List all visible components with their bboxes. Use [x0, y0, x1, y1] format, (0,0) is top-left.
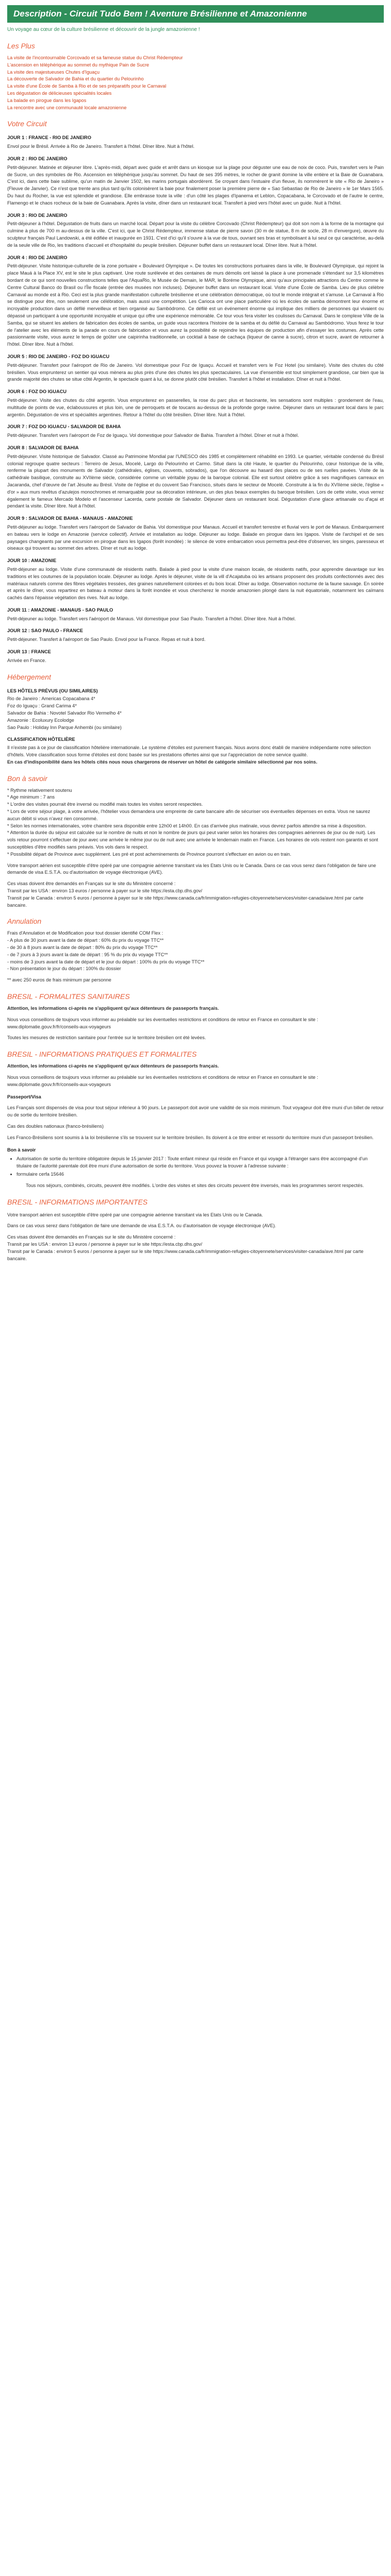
minor-note: Tous nos séjours, combinés, circuits, peuvent être modifiés. L'ordre des visites et sites des circuits peuvent être inversés, mais les programmes seront respectés.: [26, 1182, 364, 1188]
list-item: La visite de l'incontournable Corcovado et sa fameuse statue du Christ Rédempteur: [7, 55, 183, 61]
list-item: - Non présentation le jour du départ : 100% du dossier: [7, 966, 121, 972]
day-title: JOUR 12 : SAO PAULO - FRANCE: [7, 628, 83, 634]
day-title: JOUR 6 : FOZ DO IGUACU: [7, 389, 67, 395]
day-title: JOUR 7 : FOZ DO IGUACU - SALVADOR DE BAHIA: [7, 424, 121, 430]
esta-text: Ces visas doivent être demandés en Français sur le site du Ministère concerné :: [7, 881, 176, 887]
list-item: * L'ordre des visites pourrait être inversé ou modifié mais toutes les visites seront respectées.: [7, 802, 203, 807]
cancellation-intro: Frais d'Annulation et de Modification pour tout dossier identifié COM Flex :: [7, 930, 164, 936]
hotels-subtitle: LES HÔTELS PRÉVUS (OU SIMILAIRES): [7, 688, 98, 693]
day-text: Arrivée en France.: [7, 657, 46, 663]
list-item: * Age minimum : 7 ans: [7, 794, 55, 800]
day-title: JOUR 9 : SALVADOR DE BAHIA - MANAUS - AMAZONIE: [7, 516, 133, 521]
esta-links: [7, 888, 384, 909]
day-text: Petit-déjeuner au lodge. Transfert vers l'aéroport de Salvador de Bahia. Vol domestique pour Manaus. Accueil et transfert terrestre et fluvial vers le port de Manaus. Embarquement en bateau vers le lodge en Amazonie (service collectif). Arrivée et installation au lodge. Déjeuner au lodge. Balade en pirogue dans les Igapos. Visite de l'archipel et de ses paysages changeants par une excursion en pirogue dans les Igapos (forêt inondée) : le silence de votre embarcation vous permettra peut-être d'observer, les singes, paresseux et oiseaux qui trouvent au sommet des arbres. Dîner et nuit au lodge.: [7, 524, 384, 551]
day-text: Petit-déjeuner au lodge. Transfert vers l'aéroport de Manaus. Vol domestique pour Sao Paulo. Transfert à l'hôtel. Dîner libre. Nuit à l'hôtel.: [7, 616, 296, 621]
cancellation-heading: Annulation: [7, 917, 42, 926]
practical-warning: Attention, les informations ci-après ne s'appliquent qu'aux détenteurs de passeports français.: [7, 1063, 219, 1069]
page-content: [0, 0, 391, 1273]
list-item: Salvador de Bahia : Novotel Salvador Rio Vermelho 4*: [7, 710, 122, 716]
passport-text-2: Cas des doubles nationaux (franco-brésiliens): [7, 1123, 104, 1129]
health-text-1: Nous vous conseillons de toujours vous informer au préalable sur les éventuelles restrictions et conditions de retour en France en consultant le site : www.diplomatie.gouv.fr/fr/conseils-aux-voyageurs: [7, 1016, 318, 1029]
day-title: JOUR 13 : FRANCE: [7, 649, 51, 655]
transfer-text: Votre transport aérien est susceptible d'être opéré par une compagnie aérienne transitant via les Etats Unis ou le Canada. Dans ce cas vous serez dans l'obligation de faire une demande de visa E.S.T.A. ou d'autorisation de voyage électronique (AVE).: [7, 862, 376, 875]
list-item: - moins de 3 jours avant la date de départ et le jour du départ : 100% du prix du voyage TTC**: [7, 959, 205, 964]
good-to-know-list: [7, 787, 384, 858]
day-text: Petit-déjeuner. Transfert pour l'aéroport de Rio de Janeiro. Vol domestique pour Foz de Iguaçu. Accueil et transfert vers le Foz Hotel (ou similaire). Visite des chutes du côté brésilien. Vous emprunterez un sentier qui vous mènera au plus près d'une des chutes les plus spectaculaires. La vue d'ensemble est tout simplement grandiose, car bien que la grande majorité des chutes se situe côté Argentin, le spectacle quant à lui, se donne plutôt côté brésilien. Transfert à l'hôtel et installation. Dîner et nuit à l'hôtel.: [7, 362, 384, 382]
day-title: JOUR 8 : SALVADOR DE BAHIA: [7, 445, 79, 450]
accommodation-heading: Hébergement: [7, 672, 51, 681]
passport-title: Passeport/Visa: [7, 1094, 41, 1099]
day-text: Petit-déjeuner. Transfert à l'aéroport de Sao Paulo. Envol pour la France. Repas et nuit à bord.: [7, 637, 206, 642]
list-item: La rencontre avec une communauté locale amazonienne: [7, 105, 127, 110]
highlights-list: [7, 55, 384, 111]
practical-text-1: Nous vous conseillons de toujours vous informer au préalable sur les éventuelles restrictions et conditions de retour en France en consultant le site : www.diplomatie.gouv.fr/fr/conseils-aux-voyageurs: [7, 1074, 318, 1087]
list-item: L'ascension en téléphérique au sommet du mythique Pain de Sucre: [7, 62, 149, 67]
list-item: • formulaire cerfa 15646: [17, 1171, 384, 1178]
list-item: La visite d'une École de Samba à Rio et de ses préparatifs pour le Carnaval: [7, 83, 167, 89]
day-text: Petit-déjeuner. Visite historique de Salvador. Classé au Patrimoine Mondial par l'UNESCO dès 1985 et complètement réhabilité en 1993. Le quartier, véritable condensé du Brésil colonial regroupe quatre secteurs : Terreiro de Jesus, Mocelé, Largo do Pelourinho et Carmo. Situé dans la cité Haute, le quartier du Pelourinho, cœur historique de la ville, renferme la plupart des monuments de Salvador (cathédrales, églises, couvents, sobrados), que l'on découvre au hasard des places ou de ses ruelles pavées. Visite de la cathédrale basilique, construite au XVIIème siècle, considérée comme un véritable joyau de la baroque colonial. Elle est surtout célèbre grâce à ses magnifiques carreaux en Jacaranda, chef d'œuvre de l'art Jésuite au Brésil. Visite de l'église et du couvent Sao Francisco, situés dans le secteur de Mocelé. Construite à la fin du XVIIème siècle, l'église « d'or » aux murs revêtus d'azulejos monochromes et remarquable pour sa décoration intérieure, un des plus beaux exemples du baroque brésilien. Lors de cette visite, vous verrez également le fameux Mercado Modelo et l'ascenseur Lacerda, carte postale de Salvador. Déjeuner dans un restaurant local. Dégustation d'une glace artisanale ou d'açai et pendant la visite. Dîner libre. Nuit à l'hôtel.: [7, 453, 384, 509]
day-title: JOUR 2 : RIO DE JANEIRO: [7, 156, 68, 162]
list-item: - de 7 jours à 3 jours avant la date de départ : 95 % du prix du voyage TTC**: [7, 952, 168, 957]
hotels-list: [7, 696, 384, 731]
list-item: Rio de Janeiro : Americas Copacabana 4*: [7, 696, 95, 702]
itinerary-days: [7, 134, 384, 664]
page-intro: Un voyage au cœur de la culture brésilienne et découvrir de la jungle amazonienne !: [7, 27, 200, 33]
list-item: * Possibilité départ de Province avec supplément. Les pré et post acheminements de Province pourront s'effectuer en avion ou en train.: [7, 851, 291, 857]
health-text-2: Toutes les mesures de restriction sanitaire pour l'entrée sur le territoire brésilien ont été levées.: [7, 1035, 206, 1041]
list-item: • Autorisation de sortie du territoire obligatoire depuis le 15 janvier 2017 : Toute enfant mineur qui réside en France et qui voyage à l'étranger sans être accompagné d'un titulaire de l'autorité parentale doit être muni d'une autorisation de sortie du territoire. Vous pouvez la trouver à l'adresse suivante :: [17, 1156, 384, 1170]
passport-text-1: Les Français sont dispensés de visa pour tout séjour inférieur à 90 jours. Le passeport doit avoir une validité de six mois minimum. Tout voyageur doit être muni d'un billet de retour ou de sortie du territoire brésilien.: [7, 1105, 384, 1118]
minor-title: Bon à savoir: [7, 1147, 36, 1153]
list-item: La visite des majestueuses Chutes d'Iguaçu: [7, 69, 100, 75]
health-warning: Attention, les informations ci-après ne s'appliquent qu'aux détenteurs de passeports français.: [7, 1005, 219, 1011]
good-to-know-heading: Bon à savoir: [7, 774, 47, 783]
day-text: Petit-déjeuner. Matinée et déjeuner libre. L'après-midi, départ avec guide et arrêt dans un kiosque sur la plage pour déguster une eau de noix de coco. Puis, transfert vers le Pain de Sucre, un des symboles de Rio. Ascension en téléphérique jusqu'au sommet. Du haut de ses 395 mètres, le rocher de granit domine la ville entière et la Baie de Guanabara. C'est ici, dans cette baie sublime, qu'un matin de Janvier 1502, les marins portugais abordèrent. Se croyant dans l'estuaire d'un fleuve, ils nommèrent le site « Rio de Janeiro » (Fleuve de Janvier). Ce n'est que trente ans plus tard qu'ils colonisèrent la baie pour finalement poser la première pierre de « Sao Sebastiao de Rio de Janeiro » le 1er Mars 1565. Du haut du Rocher, la vue est splendide et grandiose. Elle embrasse toute la ville : d'un côté les plages d'Ipanema et Leblon, Copacabana, le Corcovado et de l'autre le centre, Flamengo et le chaos rocheux de la baie de Guanabara. Après la visite, dîner dans un restaurant local. Transfert à pied vers l'hôtel avec un guide. Nuit à l'hôtel.: [7, 164, 384, 206]
list-item: * Lors de votre séjour plage, à votre arrivée, l'hôtelier vous demandera une empreinte de carte bancaire afin de sécuriser vos éventuelles dépenses en extra. Vous ne saurez aucun débit si vous n'avez rien consommé.: [7, 809, 370, 821]
list-item: Les dégustation de délicieuses spécialités locales: [7, 91, 112, 96]
practical-heading: BRESIL - INFORMATIONS PRATIQUES ET FORMALITES: [7, 1050, 197, 1059]
list-item: Transit par les USA : environ 13 euros / personne à payer sur le site https://esta.cbp.dhs.gov/: [7, 1241, 203, 1247]
important-text-1: Votre transport aérien est susceptible d'être opéré par une compagnie aérienne transitant via les Etats Unis ou le Canada.: [7, 1212, 263, 1217]
day-text: Petit-déjeuner. Visite des chutes du côté argentin. Vous emprunterez en passerelles, la rose du parc plus et fascinante, les sensations sont multiples : grondement de l'eau, multitude de points de vue, éclaboussures et plus loin, une de perroquets et de toucans au-dessus de la profonde gorge ravine. Déjeuner dans un restaurant local dans le parc argentin. Dégustation de vins et spécialités argentines. Retour à l'hôtel du côté brésilien. Dîner libre. Nuit à l'hôtel.: [7, 397, 384, 417]
classification-title: CLASSIFICATION HÔTELIÈRE: [7, 737, 75, 742]
list-item: Transit par les USA : environ 13 euros / personne à payer sur le site https://esta.cbp.dhs.gov/: [7, 888, 203, 893]
day-text: Petit-déjeuner. Transfert vers l'aéroport de Foz de Iguaçu. Vol domestique pour Salvador de Bahia. Transfert à l'hôtel. Dîner et nuit à l'hôtel.: [7, 433, 299, 438]
passport-text-3: Les Franco-Brésiliens sont soumis à la loi brésilienne s'ils se trouvent sur le territoire brésilien. Ils doivent à ce titre entrer et ressortir du territoire muni d'un passeport brésilien.: [7, 1134, 374, 1140]
important-heading: BRESIL - INFORMATIONS IMPORTANTES: [7, 1197, 148, 1206]
list-item: Sao Paulo : Holiday Inn Parque Anhembi (ou similaire): [7, 724, 122, 730]
list-item: La découverte de Salvador de Bahia et du quartier du Pelourinho: [7, 76, 144, 82]
classification-note: En cas d'indisponibilité dans les hôtels cités nous nous chargerons de réserver un hôtel de catégorie similaire sélectionné par nos soins.: [7, 759, 318, 765]
day-title: JOUR 4 : RIO DE JANEIRO: [7, 255, 68, 260]
day-text: Petit-déjeuner au lodge. Visite d'une communauté de résidents natifs. Balade à pied pour la visite d'une maison locale, de résidents natifs, pour apprendre davantage sur les traditions et les coutumes de la population locale. Déjeuner au lodge. Après le déjeuner, visite de la vill d'Acajatuba où les artisans proposent des produits confectionnés avec des matériaux naturels comme des fibres végétales tressées, des graines naturellement colorées et du bois local. Dîner au lodge. Observation nocturne de la faune sauvage. En soirée et après le dîner, vous repartirez en bateau à moteur dans la forêt inondée et vous chercherez le monde amazonien plongé dans la nuit équatoriale, notamment les caïmans cachés dans l'épaisse végétation des rives. Nuit au lodge.: [7, 566, 384, 601]
classification-text: Il n'existe pas à ce jour de classification hôtelière internationale. Le système d'étoiles est purement français. Nous avons donc établi de manière indépendante notre sélection d'hôtels. Votre classification sous forme d'étoiles est donc basée sur les prestations offertes ainsi que sur l'appréciation de notre service qualité.: [7, 745, 371, 758]
cancellation-footnote: ** avec 250 euros de frais minimum par personne: [7, 977, 111, 983]
list-item: * Attention la durée du séjour est calculée sur le nombre de nuits et non le nombre de jours qui peut varier selon les horaires des compagnies aériennes de jour ou de nuit). Les vols retour pourront s'effectuer de jour avec une arrivée le même jour ou de nuit avec une arrivée le lendemain matin en France. Les horaires de vols restent non garantis et sont susceptibles d'être modifiés sans préavis. Vos vols dans le respect.: [7, 830, 379, 850]
day-text: Petit-déjeuner. Visite historique-culturelle de la zone portuaire « Boulevard Olympique ». De toutes les constructions portuaires dans la ville, le Boulevard Olympique, qui rejoint la place Mauá à la Place XV, est le site le plus captivant. Une route surélevée et des centaines de murs démolis ont laissé la place à une promenade s'étendant sur 3,5 kilomètres bordant de ce qui sont nouvelles constructions telles que l'AquaRio, le Musée de Demain, le MAR, le Boréme Olympique, ainsi qu'aux principales attractions du Centre comme le Centre Cultural Banco do Brasil ou l'Île fiscale (entrée des musées non incluses). Déjeuner buffet dans un restaurant local. Visite d'une École de Samba. Lieu de plus célèbre Carnaval au monde est à Rio. Ceci est la plus grande manifestation culturelle brésilienne et une célébration démocratique, où tout le monde intègrait et s'amuse. Le Carnaval à Rio se distingue pour être, non seulement une célébration, mais aussi une compétition. Les Carioca ont une place particulière où les écoles de samba démontrent leur énorme et incroyable production dans un défilé merveilleux et bien organisé au Sambódromo. Ce défilé est un événement énorme qui implique des milliers de personnes qui vivaient ou dépassé un participant à une opportunité incroyable et unique qui offre une expérience mémorable. Ce tour vous fera visiter les coulisses du Carnaval. Dans le complexe Ville de la Samba, qui se situent les ateliers de fabrication des écoles de samba, un guide vous racontera l'histoire de la samba et du défilé du Carnaval au Sambódromo. Vous ferez le tour de l'atelier avec les éléments de la parade en cours de fabrication et vous aurez la possibilité de rejoindre les équipes de production afin d'essayer les costumes. Après cette passionnante visite, vous aurez le temps de goûter une caipirinha traditionnelle, un cocktail à base de cachaça (liqueur de canne à sucre), citron et sucre, avant de retourner à l'hôtel. Dîner libre. Nuit à l'hôtel.: [7, 263, 384, 347]
page-title: Description - Circuit Tudo Bem ! Aventure Brésilienne et Amazonienne: [7, 5, 384, 23]
important-text-3: Ces visas doivent être demandés en Français sur le site du Ministère concerné :: [7, 1234, 176, 1240]
important-links: [7, 1241, 384, 1262]
list-item: * Selon les normes internationales, votre chambre sera disponible entre 12h00 et 14h00. En cas d'arrivée plus matinale, vous devrez parfois attendre sa mise à disposition.: [7, 823, 367, 828]
list-item: - A plus de 30 jours avant la date de départ : 60% du prix du voyage TTC**: [7, 938, 164, 943]
day-title: JOUR 5 : RIO DE JANEIRO - FOZ DO IGUACU: [7, 353, 110, 359]
cancellation-list: [7, 937, 384, 973]
important-text-2: Dans ce cas vous serez dans l'obligation de faire une demande de visa E.S.T.A. ou d'autorisation de voyage électronique (AVE).: [7, 1223, 276, 1229]
list-item: * Rythme relativement soutenu: [7, 787, 72, 793]
list-item: La balade en pirogue dans les Igapos: [7, 97, 87, 103]
itinerary-heading: Votre Circuit: [7, 120, 47, 128]
day-title: JOUR 11 : AMAZONIE - MANAUS - SAO PAULO: [7, 607, 113, 613]
list-item: - de 30 à 8 jours avant la date de départ : 80% du prix du voyage TTC**: [7, 944, 158, 950]
day-text: Petit-déjeuner à l'hôtel. Dégustation de fruits dans un marché local. Départ pour la visite du célèbre Corcovado (Christ Rédempteur) qui doit son nom à la forme de la montagne qui culmine à plus de 700 m au-dessus de la ville. C'est ici, que le Christ Rédempteur, immense statue de pierre savon (30 m de statue, 8 m de socle, 28 m d'envergure), œuvre du sculpteur français Paul Landowski, a été édifiée et inaugurée en 1931. C'est d'ici qu'il s'ouvre à la vue de tous, ouvrant ses bras et symbolisant à lui seul ce qui caractérise, au-delà de la seule ville de Rio, les traditions d'accueil et d'hospitalité du peuple brésilien. Déjeuner buffet dans un restaurant local. Dîner libre. Nuit à l'hôtel.: [7, 221, 384, 248]
day-title: JOUR 1 : FRANCE - RIO DE JANEIRO: [7, 135, 91, 141]
minor-list: [17, 1156, 384, 1178]
list-item: Amazonie : Ecoluxury Ecolodge: [7, 717, 74, 723]
list-item: Transit par le Canada : environ 5 euros / personne à payer sur le site https://www.canada.ca/fr/immigration-refugies-citoyennete/services/visiter-canada/ave.html par carte bancaire.: [7, 1248, 364, 1261]
list-item: Foz do Iguaçu : Grand Carima 4*: [7, 703, 77, 709]
health-heading: BRESIL - FORMALITES SANITAIRES: [7, 992, 130, 1001]
day-text: Envol pour le Brésil. Arrivée à Rio de Janeiro. Transfert à l'hôtel. Dîner libre. Nuit à l'hôtel.: [7, 144, 195, 149]
list-item: Transit par le Canada : environ 5 euros / personne à payer sur le site https://www.canada.ca/fr/immigration-refugies-citoyennete/services/visiter-canada/ave.html par carte bancaire.: [7, 895, 364, 908]
day-title: JOUR 3 : RIO DE JANEIRO: [7, 212, 68, 218]
day-title: JOUR 10 : AMAZONIE: [7, 558, 57, 564]
highlights-heading: Les Plus: [7, 42, 35, 50]
